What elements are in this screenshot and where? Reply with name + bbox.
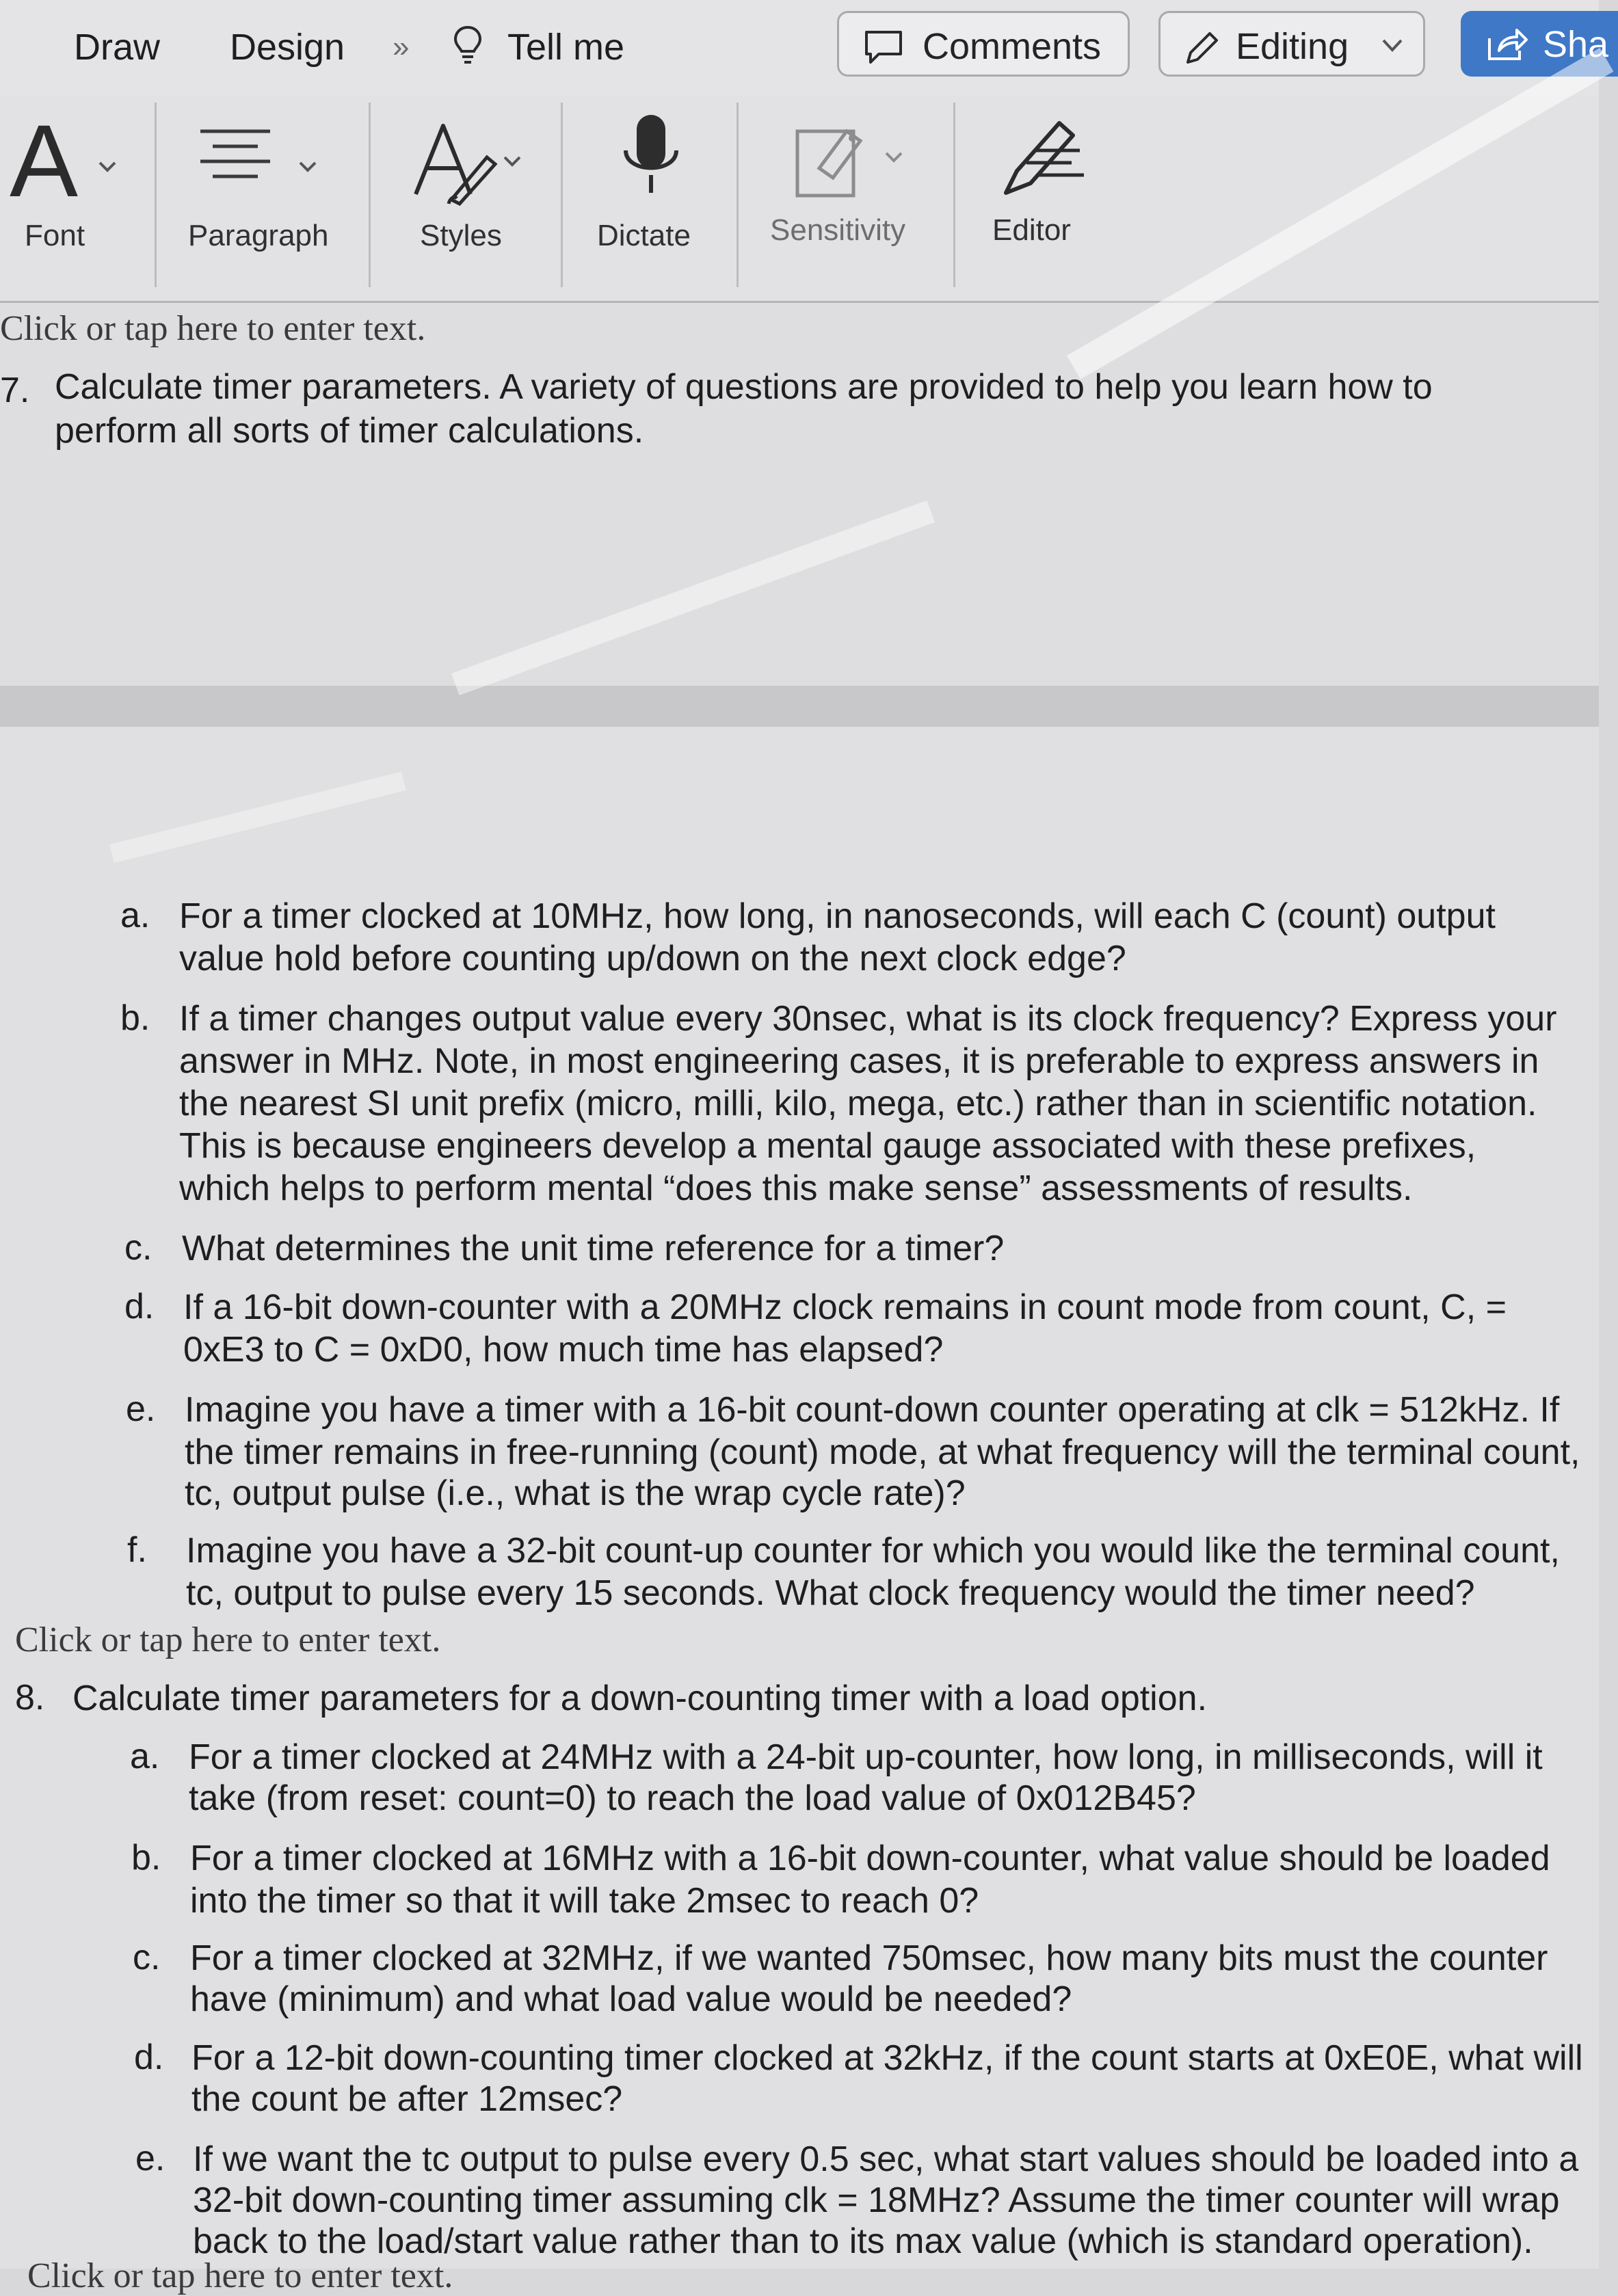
share-icon	[1485, 27, 1529, 63]
chevron-down-icon	[502, 155, 522, 168]
tab-draw[interactable]: Draw	[74, 27, 161, 68]
item-letter: e.	[126, 1389, 156, 1429]
q7d-line: 0xE3 to C = 0xD0, how much time has elapsed?	[183, 1330, 944, 1370]
q7f-line: tc, output to pulse every 15 seconds. What clock frequency would the timer need?	[186, 1573, 1475, 1613]
page-break	[0, 686, 1599, 727]
q8e-line: back to the load/start value rather than to its max value (which is standard operation).	[193, 2221, 1533, 2261]
q8e-line: If we want the tc output to pulse every 0.5 sec, what start values should be loaded into a	[193, 2139, 1579, 2179]
editor-label: Editor	[992, 213, 1071, 247]
q8d-line: For a 12-bit down-counting timer clocked at 32kHz, if the count starts at 0xE0E, what will	[191, 2038, 1583, 2078]
q7a-line: For a timer clocked at 10MHz, how long, in nanoseconds, will each C (count) output	[179, 896, 1496, 936]
sensitivity-label-icon	[793, 111, 882, 200]
more-tabs-icon[interactable]: »	[393, 30, 410, 64]
q7b-line: the nearest SI unit prefix (micro, milli, kilo, mega, etc.) rather than in scientific notation.	[179, 1084, 1537, 1123]
styles-group-label: Styles	[420, 219, 502, 252]
q8c-line: have (minimum) and what load value would be needed?	[190, 1979, 1072, 2019]
question-7-text: Calculate timer parameters. A variety of questions are provided to help you learn how to	[55, 367, 1433, 407]
comments-button[interactable]	[837, 11, 1130, 77]
editor-pen-icon	[996, 116, 1092, 198]
editor-button[interactable]	[955, 96, 1133, 301]
question-7-text-cont: perform all sorts of timer calculations.	[55, 411, 644, 451]
paragraph-group[interactable]	[157, 96, 369, 301]
item-letter: e.	[135, 2139, 165, 2178]
q7f-line: Imagine you have a 32-bit count-up counter for which you would like the terminal count,	[186, 1531, 1560, 1571]
chevron-down-icon	[884, 150, 904, 164]
microphone-icon	[620, 112, 682, 201]
dictate-label: Dictate	[597, 219, 691, 252]
document-page	[0, 727, 1599, 2295]
editing-label: Editing	[1236, 26, 1349, 67]
q7a-line: value hold before counting up/down on the next clock edge?	[179, 939, 1126, 978]
question-8-text: Calculate timer parameters for a down-counting timer with a load option.	[72, 1679, 1208, 1718]
text-placeholder[interactable]: Click or tap here to enter text.	[27, 2256, 453, 2295]
q8d-line: the count be after 12msec?	[191, 2079, 623, 2119]
text-placeholder[interactable]: Click or tap here to enter text.	[0, 309, 426, 348]
font-a-icon: A	[10, 103, 79, 218]
item-letter: c.	[124, 1228, 152, 1268]
item-letter: a.	[130, 1737, 160, 1776]
item-letter: b.	[120, 998, 150, 1038]
font-group[interactable]	[0, 96, 155, 301]
chevron-down-icon	[97, 160, 118, 174]
text-placeholder[interactable]: Click or tap here to enter text.	[15, 1620, 441, 1659]
q8a-line: For a timer clocked at 24MHz with a 24-bit up-counter, how long, in milliseconds, will it	[189, 1737, 1543, 1777]
dictate-button[interactable]	[563, 96, 737, 301]
q8a-line: take (from reset: count=0) to reach the load value of 0x012B45?	[189, 1778, 1196, 1818]
tell-me-search[interactable]: Tell me	[507, 27, 625, 68]
font-group-label: Font	[25, 219, 85, 252]
q7b-line: This is because engineers develop a mental gauge associated with these prefixes,	[179, 1126, 1476, 1166]
sensitivity-group[interactable]	[739, 96, 953, 301]
comment-icon	[862, 28, 905, 66]
document-page	[0, 303, 1599, 686]
paragraph-group-label: Paragraph	[188, 219, 329, 252]
q8b-line: into the timer so that it will take 2msec to reach 0?	[190, 1881, 979, 1921]
q7d-line: If a 16-bit down-counter with a 20MHz clock remains in count mode from count, C, =	[183, 1287, 1507, 1327]
q8c-line: For a timer clocked at 32MHz, if we wanted 750msec, how many bits must the counter	[190, 1938, 1548, 1978]
item-letter: f.	[127, 1530, 147, 1570]
q7c-line: What determines the unit time reference for a timer?	[182, 1229, 1005, 1268]
tab-design[interactable]: Design	[230, 27, 345, 68]
chevron-down-icon	[1381, 38, 1404, 54]
q8e-line: 32-bit down-counting timer assuming clk = 18MHz? Assume the timer counter will wrap	[193, 2180, 1560, 2220]
q7b-line: If a timer changes output value every 30nsec, what is its clock frequency? Express your	[179, 999, 1557, 1039]
item-letter: a.	[120, 896, 150, 935]
styles-group[interactable]	[371, 96, 561, 301]
item-letter: c.	[133, 1938, 161, 1977]
comments-label: Comments	[923, 26, 1102, 67]
q7e-line: Imagine you have a timer with a 16-bit count-down counter operating at clk = 512kHz. If	[185, 1390, 1560, 1430]
q7e-line: the timer remains in free-running (count) mode, at what frequency will the terminal count,	[185, 1432, 1580, 1472]
lightbulb-icon	[451, 25, 484, 66]
item-letter: d.	[134, 2038, 164, 2077]
q8b-line: For a timer clocked at 16MHz with a 16-bit down-counter, what value should be loaded	[190, 1839, 1550, 1878]
item-letter: b.	[131, 1838, 161, 1878]
q7b-line: answer in MHz. Note, in most engineering cases, it is preferable to express answers in	[179, 1041, 1539, 1081]
editing-mode-button[interactable]	[1158, 11, 1425, 77]
question-number: 8.	[15, 1678, 45, 1718]
q7b-line: which helps to perform mental “does this make sense” assessments of results.	[179, 1169, 1413, 1208]
sensitivity-label: Sensitivity	[770, 213, 906, 247]
styles-icon	[412, 119, 507, 208]
question-number: 7.	[0, 371, 30, 410]
q7e-line: tc, output pulse (i.e., what is the wrap cycle rate)?	[185, 1473, 966, 1513]
menu-bar	[0, 0, 1609, 96]
pencil-icon	[1181, 28, 1222, 69]
chevron-down-icon	[297, 160, 318, 174]
share-label: Sha	[1543, 24, 1609, 65]
align-center-icon	[198, 123, 273, 191]
item-letter: d.	[124, 1287, 155, 1326]
